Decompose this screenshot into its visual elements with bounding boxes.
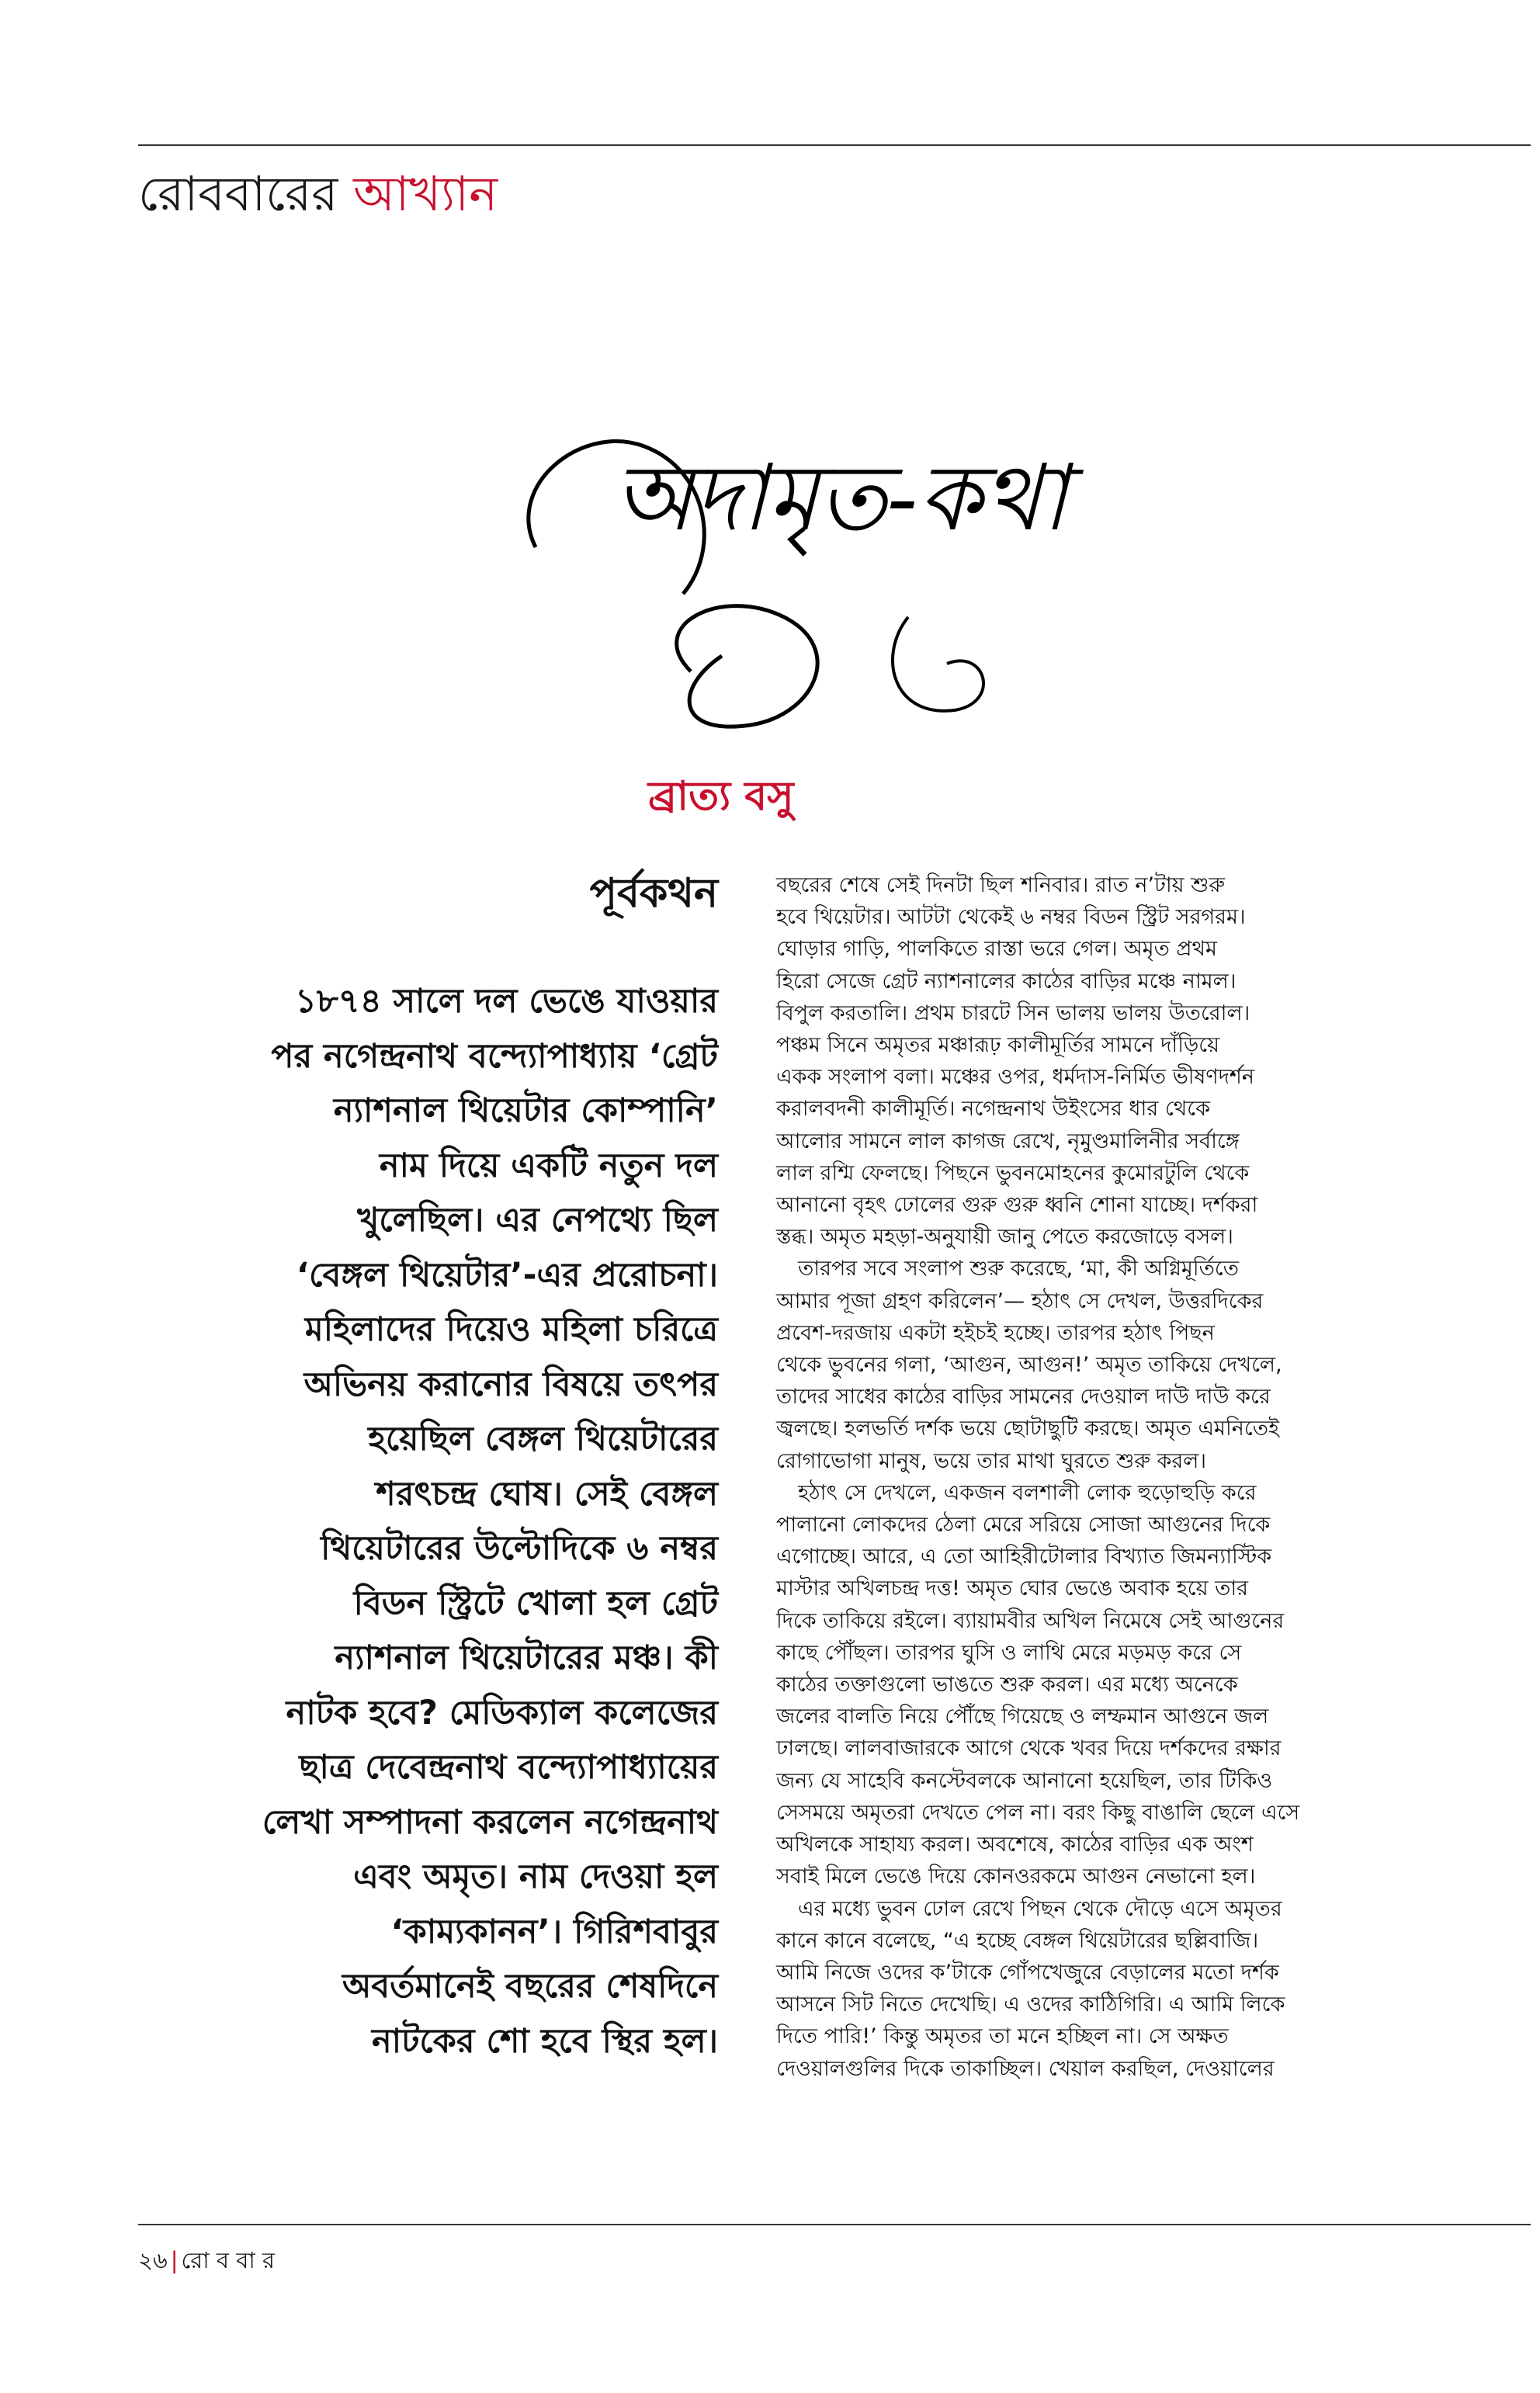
body-line: অখিলকে সাহায্য করল। অবশেষে, কাঠের বাড়ির এক অংশ [776,1833,1254,1857]
body-line: দিকে তাকিয়ে রইলে। ব্যায়ামবীর অখিল নিমেষে সেই আগুনের [776,1608,1285,1633]
folio-separator: | [170,2247,179,2273]
body-line: দিতে পারি!’ কিন্তু অমৃতর তা মনে হচ্ছিল না। সে অক্ষত [776,2024,1229,2049]
section-heading-plain: রোববারের [138,165,338,222]
body-line: আসনে সিট নিতে দেখেছি। এ ওদের কাঠিগিরি। এ আমি লিকে [776,1992,1285,2017]
intro-line: পর নগেন্দ্রনাথ বন্দ্যোপাধ্যায় ‘গ্রেট [271,1036,718,1076]
intro-line: খুলেছিল। এর নেপথ্যে ছিল [357,1201,718,1240]
bottom-rule [138,2224,1531,2225]
body-line: তারপর সবে সংলাপ শুরু করেছে, ‘মা, কী অগ্নিমূর্তিতে [798,1257,1239,1281]
body-line: সবাই মিলে ভেঙে দিয়ে কোনওরকমে আগুন নেভানো হল। [776,1864,1256,1889]
body-line: সেসময়ে অমৃতরা দেখতে পেল না। বরং কিছু বাঙালি ছেলে এসে [776,1800,1300,1825]
intro-line: শরৎচন্দ্র ঘোষ। সেই বেঙ্গল [376,1474,718,1514]
body-line: আলোর সামনে লাল কাগজ রেখে, নৃমুণ্ডমালিনীর সর্বাঙ্গে [776,1129,1240,1153]
intro-line: এবং অমৃত। নাম দেওয়া হল [353,1857,718,1896]
section-heading [138,165,498,224]
page-folio [138,2243,275,2281]
intro-line: ছাত্র দেবেন্দ্রনাথ বন্দ্যোপাধ্যায়ের [299,1748,718,1787]
intro-line: হয়েছিল বেঙ্গল থিয়েটারের [368,1420,718,1458]
intro-line: ন্যাশনাল থিয়েটার কোম্পানি’ [333,1091,718,1130]
body-line: কানে কানে বলেছে, “এ হচ্ছে বেঙ্গল থিয়েটারের ছল্লিবাজি। [776,1928,1259,1953]
intro-line: মহিলাদের দিয়েও মহিলা চরিত্রে [304,1310,718,1349]
body-line: পালানো লোকদের ঠেলা মেরে সরিয়ে সোজা আগুনের দিকে [776,1513,1271,1538]
body-line: কাছে পৌঁছল। তারপর ঘুসি ও লাথি মেরে মড়মড় করে সে [776,1640,1242,1665]
intro-line: ‘কাম্যকানন’। গিরিশবাবুর [390,1912,718,1951]
intro-line: ১৮৭৪ সালে দল ভেঙে যাওয়ার [294,982,718,1021]
intro-line: লেখা সম্পাদনা করলেন নগেন্দ্রনাথ [262,1802,718,1842]
page-number: ২৬ [138,2247,168,2273]
body-line: জলের বালতি নিয়ে পৌঁছে গিয়েছে ও লম্ফমান আগুনে জল [776,1705,1269,1729]
magazine-name: রো ব বা র [181,2247,275,2273]
body-line: পঞ্চম সিনে অমৃতর মঞ্চারূঢ় কালীমূর্তির সামনে দাঁড়িয়ে [776,1033,1219,1058]
body-line: এগোচ্ছে। আরে, এ তো আহিরীটোলার বিখ্যাত জিমন্যাস্টিক [776,1545,1272,1569]
article-title: অদামৃত-কথা [613,444,1068,551]
body-line: এর মধ্যে ভুবন ঢোল রেখে পিছন থেকে দৌড়ে এসে অমৃতর [798,1896,1282,1921]
intro-line: ‘বেঙ্গল থিয়েটার’-এর প্ররোচনা। [296,1255,718,1295]
intro-line: অভিনয় করানোর বিষয়ে তৎপর [303,1365,718,1404]
body-line: আমার পূজা গ্রহণ করিলেন’— হঠাৎ সে দেখল, উত্তরদিকের [776,1288,1264,1313]
intro-line: থিয়েটারের উল্টোদিকে ৬ নম্বর [321,1529,718,1568]
body-line: জ্বলছে। হলভর্তি দর্শক ভয়ে ছোটাছুটি করছে। অমৃত এমনিতেই [776,1417,1280,1441]
body-line: ঢালছে। লালবাজারকে আগে থেকে খবর দিয়ে দর্শকদের রক্ষার [776,1736,1282,1761]
body-column [776,869,1389,2085]
intro-line: নাম দিয়ে একটি নতুন দল [379,1146,718,1185]
body-line: আনানো বৃহৎ ঢোলের গুরু গুরু ধ্বনি শোনা যাচ্ছে। দর্শকরা [776,1193,1258,1218]
intro-line: ন্যাশনাল থিয়েটারের মঞ্চ। কী [335,1639,718,1677]
body-line: থেকে ভুবনের গলা, ‘আগুন, আগুন!’ অমৃত তাকিয়ে দেখলে, [776,1353,1282,1378]
author-byline: ব্রাত্য বসু [648,773,794,820]
body-line: আমি নিজে ওদের ক’টাকে গোঁপখেজুরে বেড়ালের মতো দর্শক [776,1960,1279,1985]
body-line: করালবদনী কালীমূর্তি। নগেন্দ্রনাথ উইংসের ধার থেকে [776,1097,1211,1122]
body-line: বিপুল করতালি। প্রথম চারটে সিন ভালয় ভালয় উতরোল। [776,1001,1250,1025]
body-line: স্তব্ধ। অমৃত মহড়া-অনুযায়ী জানু পেতে করজোড়ে বসল। [776,1225,1233,1250]
body-line: ঘোড়ার গাড়ি, পালকিতে রাস্তা ভরে গেল। অমৃত প্রথম [776,937,1218,962]
body-line: কাঠের তক্তাগুলো ভাঙতে শুরু করল। এর মধ্যে অনেকে [776,1673,1238,1698]
section-heading-accent: আখ্যান [353,165,498,222]
body-line: হিরো সেজে গ্রেট ন্যাশনালের কাঠের বাড়ির মঞ্চে নামল। [776,969,1237,994]
body-line: রোগাভোগা মানুষ, ভয়ে তার মাথা ঘুরতে শুরু করল। [776,1448,1207,1473]
body-line: জন্য যে সাহেবি কনস্টেবলকে আনানো হয়েছিল, তার টিকিও [776,1768,1273,1793]
intro-column [194,974,718,2069]
body-line: একক সংলাপ বলা। মঞ্চের ওপর, ধর্মদাস-নির্মিত ভীষণদর্শন [776,1065,1254,1090]
intro-line: নাটক হবে? মেডিক্যাল কলেজের [286,1693,718,1732]
intro-line: নাটকের শো হবে স্থির হল। [371,2021,718,2061]
body-line: লাল রশ্মি ফেলছে। পিছনে ভুবনমোহনের কুমোরটুলি থেকে [776,1160,1250,1185]
body-line: মাস্টার অখিলচন্দ্র দত্ত! অমৃত ঘোর ভেঙে অবাক হয়ে তার [776,1576,1249,1601]
body-line: বছরের শেষে সেই দিনটা ছিল শনিবার। রাত ন’টায় শুরু [776,873,1226,897]
body-line: হঠাৎ সে দেখলে, একজন বলশালী লোক হুড়োহুড়ি করে [798,1480,1257,1505]
body-line: হবে থিয়েটার। আটটা থেকেই ৬ নম্বর বিডন স্ট্রিট সরগরম। [776,905,1246,930]
intro-line: অবর্তমানেই বছরের শেষদিনে [342,1967,718,2006]
top-rule [138,144,1531,146]
body-line: দেওয়ালগুলির দিকে তাকাচ্ছিল। খেয়াল করছিল, দেওয়ালের [776,2056,1275,2081]
body-line: প্রবেশ-দরজায় একটা হইচই হচ্ছে। তারপর হঠাৎ পিছন [776,1320,1215,1345]
body-line: তাদের সাধের কাঠের বাড়ির সামনের দেওয়াল দাউ দাউ করে [776,1385,1271,1410]
intro-heading: পূর্বকথন [589,870,718,917]
intro-line: বিডন স্ট্রিটে খোলা হল গ্রেট [353,1583,718,1623]
